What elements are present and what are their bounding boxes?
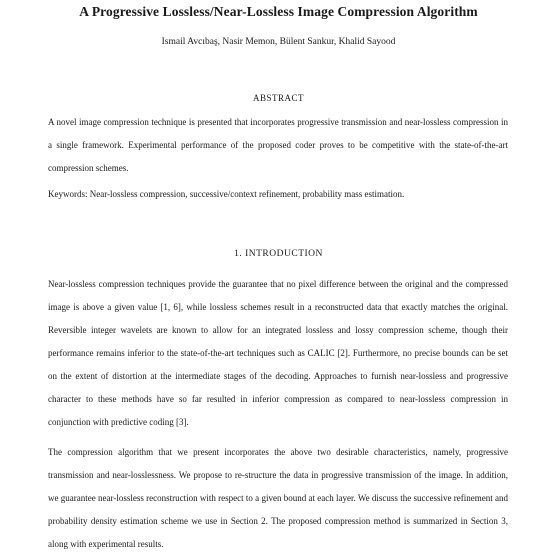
introduction-paragraph-1: Near-lossless compression techniques provide the guarantee that no pixel difference between the original and the compressed image is above a given value [1, 6], while lossless schemes result in a reconstructed data that exactly matches the original. Reversible integer wavelets are known to allow for an integrated lossless and lossy compression scheme, though their performance remains inferior to the state-of-the-art techniques such as CALIC [2]. Furthermore, no precise bounds can be set on the extent of distortion at the intermediate stages of the decoding. Approaches to furnish near-lossless and progressive character to these methods have so far resulted in inferior compression as compared to near-lossless compression in conjunction with predictive coding [3]. — [48, 279, 508, 427]
abstract-heading: ABSTRACT — [252, 93, 304, 103]
abstract-body: A novel image compression technique is presented that incorporates progressive transmission and near-lossless compression in a single framework. Experimental performance of the proposed coder proves to be competitive with the state-of-the-art compression schemes. — [48, 117, 508, 173]
introduction-paragraph-2: The compression algorithm that we present incorporates the above two desirable characteristics, namely, progressive transmission and near-losslessness. We propose to re-structure the data in progressive transmission of the image. In addition, we guarantee near-lossless reconstruction with respect to a given bound at each layer. We discuss the successive refinement and probability density estimation scheme we use in Section 2. The proposed compression method is summarized in Section 3, along with experimental results. — [48, 447, 508, 549]
section-heading-introduction: 1. INTRODUCTION — [234, 249, 323, 259]
paper-title: A Progressive Lossless/Near-Lossless Image Compression Algorithm — [79, 4, 478, 19]
keywords: Keywords: Near-lossless compression, successive/context refinement, probability mass estimation. — [48, 189, 405, 199]
author-list: Ismail Avcıbaş, Nasir Memon, Bülent Sankur, Khalid Sayood — [161, 37, 396, 47]
